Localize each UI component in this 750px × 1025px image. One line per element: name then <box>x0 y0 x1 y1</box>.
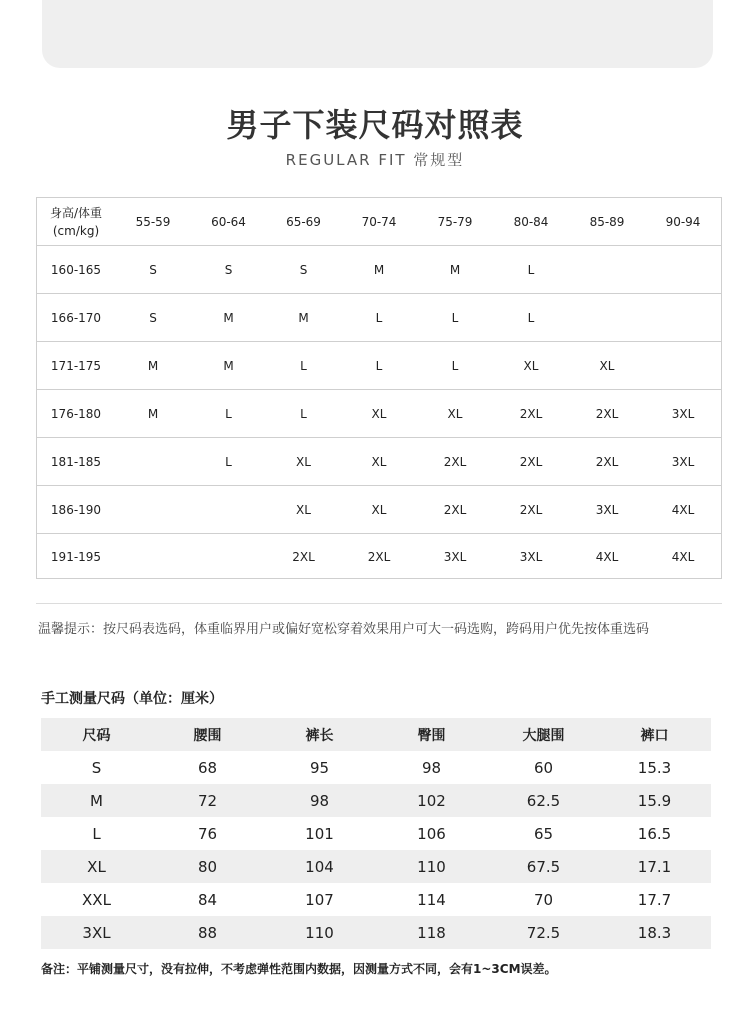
size-cell: M <box>223 358 234 373</box>
measurement-row <box>41 784 711 817</box>
size-cell: M <box>449 262 461 277</box>
size-cell <box>115 438 191 485</box>
size-cell: 3XL <box>443 550 467 564</box>
measurement-cell: 70 <box>533 890 554 909</box>
height-row-header: 176-180 <box>50 406 102 421</box>
measurement-cell: XXL <box>82 890 111 909</box>
size-chart-corner-label <box>37 198 115 245</box>
height-row-header: 186-190 <box>50 502 102 517</box>
size-cell <box>115 486 191 533</box>
size-cell: S <box>149 262 157 277</box>
size-cell: 3XL <box>671 406 695 421</box>
measurement-cell: L <box>92 824 101 843</box>
measurement-cell: 98 <box>309 791 330 810</box>
size-cell: 3XL <box>519 550 543 564</box>
measurement-cell: 107 <box>305 890 334 909</box>
size-cell <box>115 534 191 580</box>
measurement-cell: 72.5 <box>526 923 561 942</box>
measurement-row <box>41 916 711 949</box>
size-cell: L <box>527 310 535 325</box>
measurement-cell: 18.3 <box>637 923 672 942</box>
size-cell: 4XL <box>671 550 695 564</box>
size-cell: XL <box>371 406 387 421</box>
size-cell: 2XL <box>519 406 543 421</box>
size-cell: L <box>527 262 535 277</box>
size-cell: 2XL <box>595 454 619 469</box>
measurement-cell: S <box>91 758 102 777</box>
size-cell: 2XL <box>443 454 467 469</box>
measurement-cell: 17.7 <box>637 890 672 909</box>
size-cell: 2XL <box>367 550 391 564</box>
measurement-row <box>41 751 711 784</box>
size-cell <box>569 246 645 293</box>
measurement-column-header: 裤口 <box>640 727 669 744</box>
weight-column-header: 85-89 <box>589 214 625 229</box>
measurement-table <box>41 718 711 949</box>
height-row-header: 171-175 <box>50 358 102 373</box>
size-cell <box>569 294 645 341</box>
size-cell: L <box>451 310 459 325</box>
measurement-cell: 102 <box>417 791 446 810</box>
size-chart-table <box>36 197 722 579</box>
weight-column-header: 60-64 <box>211 214 246 229</box>
size-chart-row <box>37 294 721 342</box>
measurement-cell: 110 <box>417 857 446 876</box>
weight-column-header: 80-84 <box>513 214 549 229</box>
measurement-footnote: 备注：平铺测量尺寸，没有拉伸，不考虑弹性范围内数据，因测量方式不同，会有1~3CM误差。 <box>41 962 557 976</box>
size-cell: L <box>225 406 232 421</box>
size-cell: M <box>298 310 309 325</box>
measurement-cell: 98 <box>421 758 442 777</box>
size-cell: 3XL <box>671 454 695 469</box>
weight-column-header: 75-79 <box>437 214 473 229</box>
height-row-header: 166-170 <box>50 310 102 325</box>
height-row-header: 191-195 <box>50 550 102 564</box>
size-chart-row <box>37 246 721 294</box>
size-cell: XL <box>599 358 615 373</box>
size-cell: 2XL <box>519 454 543 469</box>
size-cell: XL <box>296 454 311 469</box>
size-cell: L <box>300 406 307 421</box>
size-cell: M <box>147 406 159 421</box>
size-cell: 4XL <box>671 502 695 517</box>
measurement-cell: 84 <box>197 890 218 909</box>
size-chart-row <box>37 534 721 580</box>
measurement-cell: 88 <box>197 923 218 942</box>
size-cell: XL <box>371 502 387 517</box>
measurement-cell: M <box>90 791 103 810</box>
measurement-cell: 62.5 <box>526 791 561 810</box>
measurement-cell: 118 <box>417 923 446 942</box>
size-notice: 温馨提示：按尺码表选码，体重临界用户或偏好宽松穿着效果用户可大一码选购，跨码用户优先按体重选码 <box>38 622 650 637</box>
page-title: 男子下装尺码对照表 <box>226 106 524 144</box>
section-divider <box>36 603 722 604</box>
corner-label-line1: 身高/体重 <box>49 205 103 220</box>
measurement-row <box>41 850 711 883</box>
size-chart-row <box>37 486 721 534</box>
measurement-cell: 68 <box>197 758 218 777</box>
measurement-cell: 114 <box>417 890 446 909</box>
measurement-column-header: 尺码 <box>82 727 111 744</box>
weight-column-header: 90-94 <box>665 214 701 229</box>
measurement-column-header: 腰围 <box>193 727 222 744</box>
measurement-cell: 60 <box>533 758 554 777</box>
size-chart-row <box>37 342 721 390</box>
measurement-title: 手工测量尺码（单位：厘米） <box>41 691 223 707</box>
measurement-cell: 3XL <box>82 923 111 942</box>
size-cell: L <box>375 358 383 373</box>
measurement-cell: 95 <box>309 758 330 777</box>
size-cell: M <box>223 310 234 325</box>
size-cell: L <box>375 310 383 325</box>
measurement-cell: 76 <box>197 824 218 843</box>
size-chart-row <box>37 438 721 486</box>
page-subtitle: REGULAR FIT 常规型 <box>285 151 465 169</box>
height-row-header: 160-165 <box>50 262 102 277</box>
measurement-row <box>41 817 711 850</box>
size-cell: 3XL <box>595 502 619 517</box>
measurement-cell: 104 <box>305 857 334 876</box>
measurement-cell: 67.5 <box>526 857 561 876</box>
measurement-column-header: 大腿围 <box>522 727 565 744</box>
size-cell <box>191 486 266 533</box>
size-cell: 2XL <box>292 550 315 564</box>
size-cell: XL <box>296 502 311 517</box>
measurement-cell: 15.9 <box>637 791 672 810</box>
size-cell: XL <box>447 406 463 421</box>
size-cell: 2XL <box>519 502 543 517</box>
size-cell <box>645 294 721 341</box>
measurement-cell: 101 <box>305 824 334 843</box>
measurement-cell: 72 <box>197 791 218 810</box>
size-chart-row <box>37 390 721 438</box>
measurement-cell: 80 <box>197 857 218 876</box>
size-cell: L <box>225 454 232 469</box>
size-cell <box>191 534 266 580</box>
top-banner <box>42 0 713 68</box>
corner-label-line2: (cm/kg) <box>52 223 100 238</box>
measurement-cell: 106 <box>417 824 446 843</box>
measurement-cell: XL <box>87 857 106 876</box>
size-cell: XL <box>371 454 387 469</box>
size-cell: M <box>373 262 385 277</box>
weight-column-header: 65-69 <box>286 214 321 229</box>
size-cell: XL <box>523 358 539 373</box>
size-cell: S <box>224 262 233 277</box>
size-cell: L <box>451 358 459 373</box>
measurement-cell: 17.1 <box>637 857 672 876</box>
measurement-cell: 65 <box>533 824 554 843</box>
size-cell: M <box>147 358 159 373</box>
size-cell: S <box>149 310 157 325</box>
size-cell <box>645 342 721 389</box>
measurement-cell: 110 <box>305 923 334 942</box>
size-chart-header-row <box>37 198 721 246</box>
weight-column-header: 55-59 <box>135 214 171 229</box>
measurement-cell: 15.3 <box>637 758 672 777</box>
measurement-cell: 16.5 <box>637 824 672 843</box>
height-row-header: 181-185 <box>50 454 102 469</box>
size-cell: L <box>300 358 307 373</box>
weight-column-header: 70-74 <box>361 214 397 229</box>
measurement-header-row <box>41 718 711 751</box>
size-cell: 2XL <box>595 406 619 421</box>
measurement-row <box>41 883 711 916</box>
size-cell: 2XL <box>443 502 467 517</box>
size-cell: S <box>299 262 308 277</box>
size-cell: 4XL <box>595 550 619 564</box>
size-cell <box>645 246 721 293</box>
measurement-column-header: 裤长 <box>305 727 334 744</box>
measurement-column-header: 臀围 <box>417 727 446 744</box>
